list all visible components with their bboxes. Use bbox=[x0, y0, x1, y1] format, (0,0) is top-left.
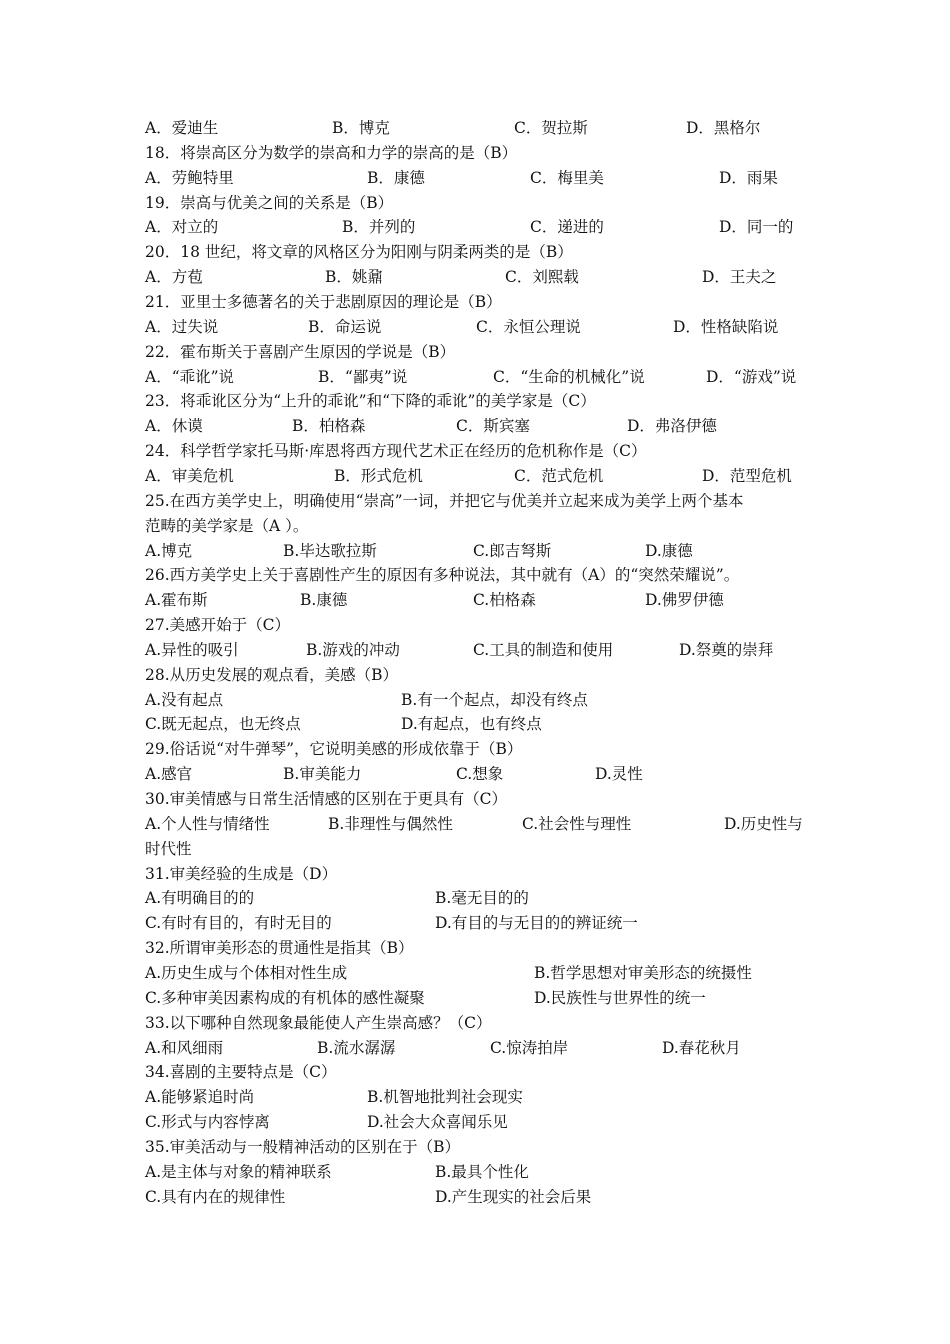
answer-option: C.惊涛拍岸 bbox=[490, 1038, 569, 1057]
question-text: 29.俗话说“对牛弹琴”，它说明美感的形成依靠于（B） bbox=[145, 740, 523, 759]
answer-option: C.工具的制造和使用 bbox=[473, 640, 614, 659]
answer-option: B.流水潺潺 bbox=[317, 1038, 396, 1057]
answer-option: C．永恒公理说 bbox=[476, 317, 581, 336]
answer-option: D．王夫之 bbox=[702, 268, 777, 287]
question-text: 18．将崇高区分为数学的崇高和力学的崇高的是（B） bbox=[145, 143, 518, 162]
question-text: 21．亚里士多德著名的关于悲剧原因的理论是（B） bbox=[145, 293, 502, 311]
answer-option: B.哲学思想对审美形态的统摄性 bbox=[534, 963, 752, 982]
answer-option: C.柏格森 bbox=[473, 591, 536, 610]
answer-option: D.产生现实的社会后果 bbox=[435, 1187, 592, 1206]
answer-option: C．梅里美 bbox=[530, 168, 604, 187]
answer-option: D.灵性 bbox=[595, 765, 643, 784]
answer-option: A.有明确目的的 bbox=[145, 889, 255, 908]
answer-option: A．“乖讹”说 bbox=[145, 367, 235, 386]
answer-option: C．刘熙载 bbox=[505, 268, 579, 287]
answer-option: B．命运说 bbox=[308, 317, 382, 336]
answer-option: D.佛罗伊德 bbox=[645, 591, 724, 610]
answer-option: D.历史性与 bbox=[724, 814, 803, 833]
question-text: 25.在西方美学史上，明确使用“崇高”一词，并把它与优美并立起来成为美学上两个基本 bbox=[145, 491, 744, 510]
question-text: 范畴的美学家是（A ）。 bbox=[145, 516, 309, 535]
answer-option: A．过失说 bbox=[145, 317, 219, 336]
answer-option: D．“游戏”说 bbox=[706, 367, 797, 386]
answer-option: A.历史生成与个体相对性生成 bbox=[145, 963, 348, 982]
question-text: 时代性 bbox=[145, 839, 192, 858]
answer-option: C.社会性与理性 bbox=[522, 814, 632, 833]
answer-option: C.多种审美因素构成的有机体的感性凝聚 bbox=[145, 988, 425, 1007]
question-text: 22．霍布斯关于喜剧产生原因的学说是（B） bbox=[145, 342, 456, 361]
answer-option: B．康德 bbox=[367, 168, 425, 187]
answer-option: C．范式危机 bbox=[514, 466, 604, 485]
answer-option: B．博克 bbox=[332, 119, 390, 137]
answer-option: C.具有内在的规律性 bbox=[145, 1187, 286, 1206]
question-text: 19．崇高与优美之间的关系是（B） bbox=[145, 193, 394, 212]
answer-option: D．黑格尔 bbox=[686, 119, 761, 137]
answer-option: D.社会大众喜闻乐见 bbox=[367, 1113, 508, 1131]
answer-option: D.有起点，也有终点 bbox=[401, 715, 542, 734]
answer-option: A．审美危机 bbox=[145, 466, 234, 485]
question-text: 28.从历史发展的观点看，美感（B） bbox=[145, 665, 399, 684]
answer-option: A.是主体与对象的精神联系 bbox=[145, 1162, 332, 1181]
answer-option: A.霍布斯 bbox=[145, 591, 208, 610]
answer-option: A.没有起点 bbox=[145, 690, 224, 709]
answer-option: D．同一的 bbox=[719, 218, 794, 237]
answer-option: B．并列的 bbox=[342, 218, 416, 237]
answer-option: A．休谟 bbox=[145, 417, 203, 436]
answer-option: D．范型危机 bbox=[702, 466, 792, 485]
answer-option: C.既无起点，也无终点 bbox=[145, 715, 301, 734]
answer-option: B．形式危机 bbox=[334, 466, 423, 485]
question-text: 27.美感开始于（C） bbox=[145, 616, 291, 634]
answer-option: A.和风细雨 bbox=[145, 1038, 224, 1057]
answer-option: C.想象 bbox=[456, 765, 504, 784]
answer-option: A.能够紧追时尚 bbox=[145, 1088, 255, 1107]
answer-option: C．斯宾塞 bbox=[456, 417, 530, 436]
question-text: 31.审美经验的生成是（D） bbox=[145, 864, 338, 883]
answer-option: D．弗洛伊德 bbox=[627, 417, 717, 436]
answer-option: B.最具个性化 bbox=[435, 1162, 529, 1181]
question-text: 26.西方美学史上关于喜剧性产生的原因有多种说法，其中就有（A）的“突然荣耀说”。 bbox=[145, 566, 740, 585]
question-text: 23．将乖讹区分为“上升的乖讹”和“下降的乖讹”的美学家是（C） bbox=[145, 392, 596, 411]
answer-option: D.春花秋月 bbox=[662, 1038, 741, 1057]
question-text: 34.喜剧的主要特点是（C） bbox=[145, 1063, 337, 1082]
answer-option: D．雨果 bbox=[719, 168, 778, 187]
answer-option: A.异性的吸引 bbox=[145, 640, 239, 659]
answer-option: A．劳鲍特里 bbox=[145, 168, 234, 187]
answer-option: B.康德 bbox=[300, 591, 348, 610]
answer-option: B．姚鼐 bbox=[325, 268, 383, 287]
answer-option: B．“鄙夷”说 bbox=[318, 367, 408, 386]
answer-option: A.感官 bbox=[145, 765, 193, 784]
answer-option: B．柏格森 bbox=[292, 417, 366, 436]
question-text: 35.审美活动与一般精神活动的区别在于（B） bbox=[145, 1137, 461, 1156]
answer-option: C．“生命的机械化”说 bbox=[493, 367, 645, 386]
question-text: 20．18 世纪，将文章的风格区分为阳刚与阴柔两类的是（B） bbox=[145, 243, 573, 262]
question-text: 33.以下哪种自然现象最能使人产生崇高感？（C） bbox=[145, 1013, 492, 1032]
answer-option: B.非理性与偶然性 bbox=[328, 814, 453, 833]
answer-option: B.毫无目的的 bbox=[435, 889, 529, 908]
answer-option: D.民族性与世界性的统一 bbox=[534, 988, 706, 1007]
answer-option: B.毕达歌拉斯 bbox=[283, 541, 377, 560]
answer-option: B.游戏的冲动 bbox=[306, 640, 400, 659]
answer-option: C.形式与内容悖离 bbox=[145, 1113, 270, 1131]
answer-option: C.郎吉弩斯 bbox=[473, 541, 552, 560]
answer-option: C．递进的 bbox=[530, 218, 604, 237]
question-text: 24．科学哲学家托马斯·库恩将西方现代艺术正在经历的危机称作是（C） bbox=[145, 442, 647, 461]
answer-option: D.祭奠的崇拜 bbox=[679, 640, 774, 659]
answer-option: A．爱迪生 bbox=[145, 119, 219, 137]
answer-option: A.个人性与情绪性 bbox=[145, 814, 270, 833]
answer-option: A.博克 bbox=[145, 541, 193, 560]
answer-option: C.有时有目的，有时无目的 bbox=[145, 914, 332, 933]
question-text: 32.所谓审美形态的贯通性是指其（B） bbox=[145, 939, 414, 958]
answer-option: B.审美能力 bbox=[283, 765, 362, 784]
answer-option: C．贺拉斯 bbox=[514, 119, 588, 137]
question-text: 30.审美情感与日常生活情感的区别在于更具有（C） bbox=[145, 790, 508, 808]
answer-option: B.机智地批判社会现实 bbox=[367, 1088, 523, 1107]
answer-option: A．方苞 bbox=[145, 268, 203, 287]
answer-option: B.有一个起点，却没有终点 bbox=[401, 690, 588, 709]
answer-option: D.康德 bbox=[645, 541, 693, 560]
answer-option: D．性格缺陷说 bbox=[673, 317, 779, 336]
answer-option: D.有目的与无目的的辨证统一 bbox=[435, 914, 638, 933]
answer-option: A．对立的 bbox=[145, 218, 219, 237]
